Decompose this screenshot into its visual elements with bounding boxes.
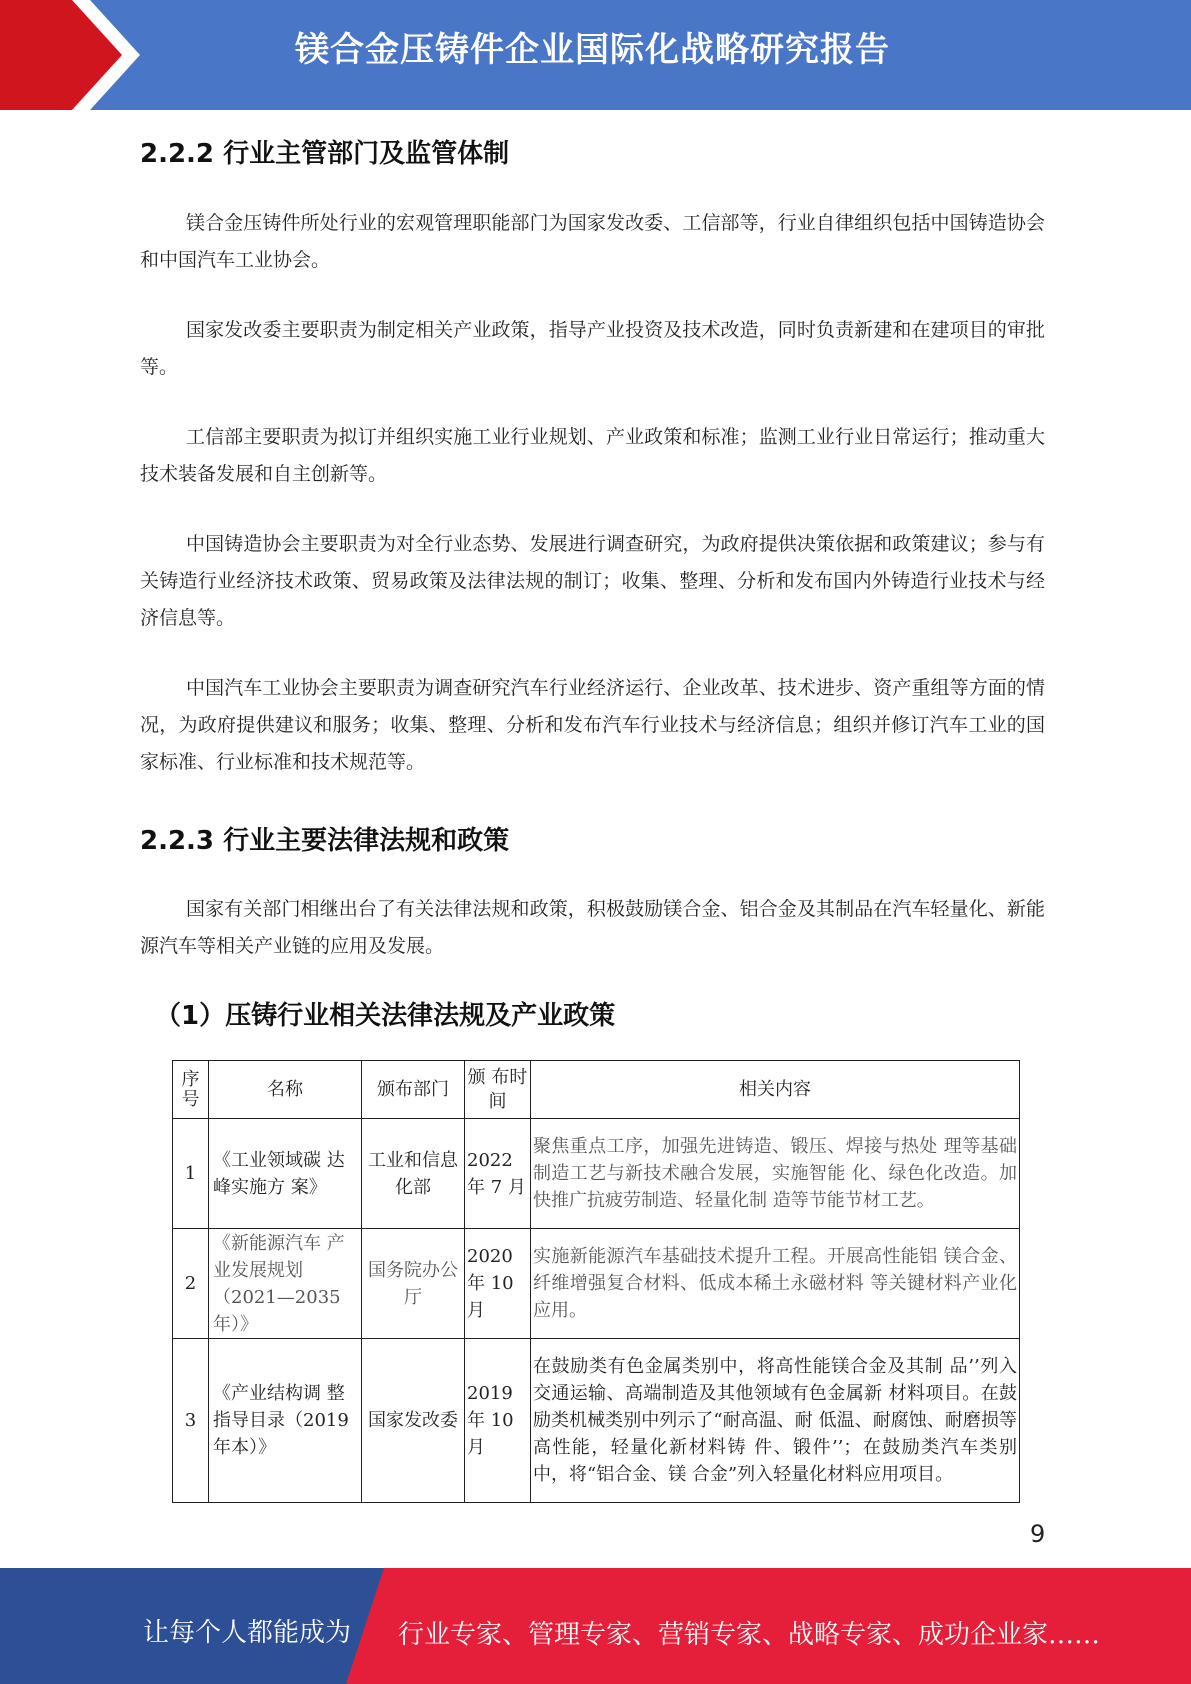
- footer-slogan-left: 让每个人都能成为: [143, 1618, 352, 1648]
- cell-no: 3: [173, 1339, 209, 1503]
- cell-name: 《工业领域碳 达峰实施方 案》: [209, 1119, 362, 1229]
- paragraph-auto-association: 中国汽车工业协会主要职责为调查研究汽车行业经济运行、企业改革、技术进步、资产重组等方面的情况，为政府提供建议和服务；收集、整理、分析和发布汽车行业技术与经济信息；组织并修订汽车工业的国家标准、行业标准和技术规范等。: [140, 677, 1045, 773]
- paragraph-foundry-association: 中国铸造协会主要职责为对全行业态势、发展进行调查研究，为政府提供决策依据和政策建议；参与有关铸造行业经济技术政策、贸易政策及法律法规的制订；收集、整理、分析和发布国内外铸造行业技术与经济信息等。: [140, 533, 1045, 629]
- page-number: 9: [1030, 1520, 1046, 1548]
- section-heading-2-2-2: 2.2.2 行业主管部门及监管体制: [140, 139, 510, 169]
- header-no: 序号: [173, 1061, 209, 1119]
- cell-time: 2019 年 10 月: [465, 1339, 531, 1503]
- cell-content: 实施新能源汽车基础技术提升工程。开展高性能铝 镁合金、纤维增强复合材料、低成本稀土永磁材料 等关键材料产业化应用。: [531, 1229, 1020, 1339]
- cell-dept: 工业和信息化部: [362, 1119, 465, 1229]
- header-dept: 颁布部门: [362, 1061, 465, 1119]
- policy-table: [172, 1060, 1020, 1503]
- header-name: 名称: [209, 1061, 362, 1119]
- cell-name: 《产业结构调 整指导目录（2019 年本）》: [209, 1339, 362, 1503]
- chevron-arrow-icon: [62, 0, 152, 110]
- paragraph-supervision: 镁合金压铸件所处行业的宏观管理职能部门为国家发改委、工信部等，行业自律组织包括中国铸造协会和中国汽车工业协会。: [140, 212, 1045, 271]
- cell-dept: 国家发改委: [362, 1339, 465, 1503]
- cell-no: 2: [173, 1229, 209, 1339]
- cell-no: 1: [173, 1119, 209, 1229]
- page-header: [0, 0, 1191, 110]
- cell-content: 聚焦重点工序，加强先进铸造、锻压、焊接与热处 理等基础制造工艺与新技术融合发展，实施智能 化、绿色化改造。加快推广抗疲劳制造、轻量化制 造等节能节材工艺。: [531, 1119, 1020, 1229]
- table-row: [173, 1229, 1020, 1339]
- cell-content: 在鼓励类有色金属类别中，将高性能镁合金及其制 品’’列入交通运输、高端制造及其他领域有色金属新 材料项目。在鼓励类机械类别中列示了“耐高温、耐 低温、耐腐蚀、耐磨损等高性能，轻量化新材料铸 件、锻件’’；在鼓励类汽车类别中，将“铝合金、镁 合金”列入轻量化材料应用项目。: [531, 1339, 1020, 1503]
- footer-slogan-right: 行业专家、管理专家、营销专家、战略专家、成功企业家……: [398, 1620, 1101, 1650]
- header-content: 相关内容: [531, 1061, 1020, 1119]
- cell-time: 2020 年 10 月: [465, 1229, 531, 1339]
- table-row: [173, 1339, 1020, 1503]
- paragraph-policy-intro: 国家有关部门相继出台了有关法律法规和政策，积极鼓励镁合金、铝合金及其制品在汽车轻量化、新能源汽车等相关产业链的应用及发展。: [140, 898, 1045, 957]
- page-footer: [0, 1568, 1191, 1684]
- subsection-heading-1: （1）压铸行业相关法律法规及产业政策: [155, 1001, 616, 1031]
- cell-dept: 国务院办公厅: [362, 1229, 465, 1339]
- paragraph-miit: 工信部主要职责为拟订并组织实施工业行业规划、产业政策和标准；监测工业行业日常运行；推动重大技术装备发展和自主创新等。: [140, 426, 1045, 485]
- cell-name: 《新能源汽车 产业发展规划（2021—2035 年）》: [209, 1229, 362, 1339]
- header-time: 颁 布时间: [465, 1061, 531, 1119]
- report-title: 镁合金压铸件企业国际化战略研究报告: [295, 30, 890, 70]
- table-header-row: [173, 1061, 1020, 1119]
- table-row: [173, 1119, 1020, 1229]
- cell-time: 2022 年 7 月: [465, 1119, 531, 1229]
- section-heading-2-2-3: 2.2.3 行业主要法律法规和政策: [140, 826, 510, 856]
- paragraph-ndrc: 国家发改委主要职责为制定相关产业政策，指导产业投资及技术改造，同时负责新建和在建项目的审批等。: [140, 319, 1045, 378]
